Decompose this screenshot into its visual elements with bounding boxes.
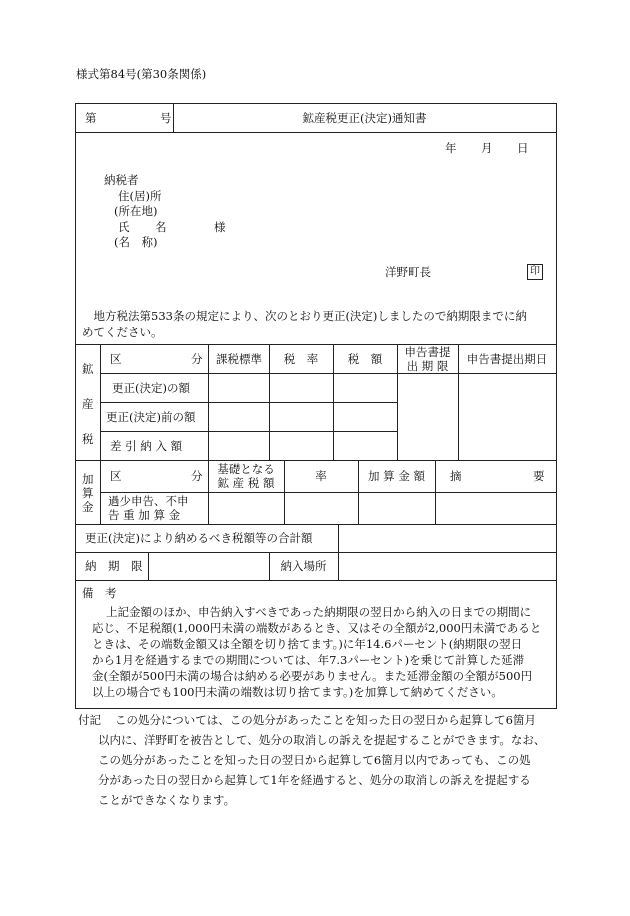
address-alt-label: (所在地)	[114, 204, 158, 218]
name-alt-label: (名 称)	[114, 235, 158, 249]
date-month: 月	[481, 141, 493, 155]
tax-header-filing-date: 申告書提出期日	[466, 352, 548, 366]
footnote-line-2: 以内に、洋野町を被告として、処分の取消しの訴えを提起することができます。なお、	[98, 733, 546, 747]
tax-header-category-2: 分	[191, 352, 203, 366]
tax-row-corrected: 更正(決定)の額	[112, 381, 190, 395]
remarks-line-4: から1月を経過するまでの期間については、年7.3パーセント)を乗じて計算した延滞	[92, 653, 525, 667]
footnote-label: 付記	[78, 713, 101, 727]
penalty-side-label-1: 加	[82, 472, 94, 486]
penalty-header-rate: 率	[315, 469, 327, 483]
penalty-row-label-2: 告 重 加 算 金	[108, 508, 181, 522]
intro-line-2: めてください。	[82, 325, 163, 339]
footnote-line-1: この処分については、この処分があったことを知った日の翌日から起算して6箇月	[115, 713, 536, 727]
tax-header-category-1: 区	[110, 352, 122, 366]
tax-header-rate: 税 率	[283, 352, 319, 366]
penalty-side-label-3: 金	[82, 500, 94, 514]
name-label-2: 名	[155, 220, 167, 234]
tax-header-deadline-2: 出 期 限	[406, 359, 449, 373]
penalty-header-category-1: 区	[110, 469, 122, 483]
remarks-line-2: 応じ、不足税額(1,000円未満の端数があるとき、又はその全額が2,000円未満であると	[92, 621, 542, 635]
penalty-header-amount: 加 算 金 額	[368, 469, 425, 483]
tax-side-label-3: 税	[82, 432, 94, 446]
tax-header-base: 課税標準	[216, 352, 262, 366]
penalty-header-category-2: 分	[191, 469, 203, 483]
form-number-label: 様式第84号(第30条関係)	[76, 67, 207, 81]
remarks-line-5: 金(全額が500円未満の場合は納める必要がありません。また延滞金額の全額が500円	[92, 669, 533, 683]
issuer-name: 洋野町長	[385, 265, 431, 279]
date-day: 日	[517, 141, 529, 155]
number-label-prefix: 第	[85, 111, 97, 125]
tax-row-difference: 差 引 納 入 額	[110, 439, 183, 453]
penalty-header-summary-2: 要	[533, 469, 545, 483]
remarks-line-3: ときは、その端数金額又は全額を切り捨てます。)に年14.6パーセント(納期限の翌日	[92, 637, 523, 651]
total-amount-label: 更正(決定)により納めるべき税額等の合計額	[85, 531, 313, 545]
penalty-row-label-1: 過少申告、不申	[108, 494, 189, 508]
remarks-heading: 備 考	[82, 586, 117, 600]
penalty-header-summary-1: 摘	[450, 469, 462, 483]
footnote-line-3: この処分があったことを知った日の翌日から起算して6箇月以内であっても、この処	[98, 753, 531, 767]
remarks-line-1: 上記金額のほか、申告納入すべきであった納期限の翌日から納入の日までの期間に	[106, 605, 532, 619]
tax-side-label-2: 産	[82, 397, 94, 411]
date-year: 年	[445, 141, 457, 155]
address-label: 住(居)所	[118, 189, 162, 203]
tax-row-before: 更正(決定)前の額	[106, 410, 196, 424]
intro-line-1: 地方税法第533条の規定により、次のとおり更正(決定)しましたので納期限までに納	[82, 309, 527, 323]
footnote-line-4: 分があった日の翌日から起算して1年を経過すると、処分の取消しの訴えを提起する	[98, 773, 531, 787]
tax-header-amount: 税 額	[347, 352, 383, 366]
number-label-suffix: 号	[160, 111, 172, 125]
remarks-line-6: 以上の場合でも100円未満の端数は切り捨てます。)を加算して納めてください。	[92, 685, 503, 699]
taxpayer-heading: 納税者	[104, 173, 139, 187]
tax-header-deadline-1: 申告書提	[404, 345, 451, 359]
penalty-header-base-2: 鉱 産 税 額	[217, 476, 275, 490]
footnote-line-5: ことができなくなります。	[98, 793, 236, 807]
penalty-side-label-2: 算	[82, 486, 94, 500]
seal-mark: 印	[527, 264, 543, 280]
notice-title: 鉱産税更正(決定)通知書	[302, 111, 427, 125]
due-date-label: 納 期 限	[85, 559, 143, 573]
penalty-header-base-1: 基礎となる	[217, 462, 275, 476]
tax-side-label-1: 鉱	[82, 362, 94, 376]
name-label-1: 氏	[118, 220, 130, 234]
honorific: 様	[214, 220, 226, 234]
payment-place-label: 納入場所	[280, 559, 327, 573]
